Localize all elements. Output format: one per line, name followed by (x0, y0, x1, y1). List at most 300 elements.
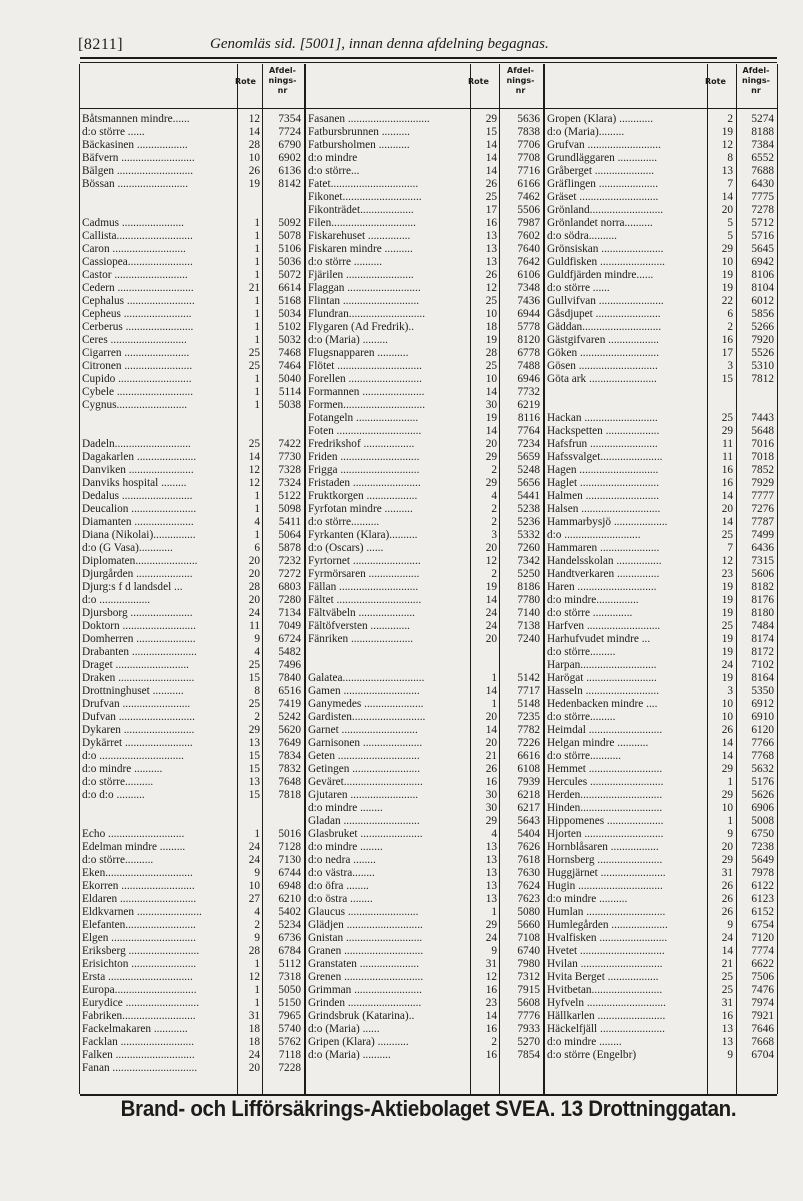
entry-name: Flötet .............................. (308, 360, 422, 372)
entry-name: Danviks hospital ......... (82, 477, 187, 489)
entry-rote: 9 (254, 633, 260, 645)
entry-name: Gullvifvan ....................... (547, 295, 664, 307)
entry-name: Hafssvalget...................... (547, 451, 663, 463)
directory-entry (545, 750, 777, 763)
directory-entry (80, 360, 304, 373)
directory-entry (306, 204, 543, 217)
entry-name: Huggjärnet ....................... (547, 867, 666, 879)
entry-name: Göken ............................ (547, 347, 660, 359)
entry-name: d:o större.......... (82, 776, 154, 788)
entry-rote: 13 (485, 243, 497, 255)
entry-name: Facklan .......................... (82, 1036, 195, 1048)
entry-name: Flugsnapparen ........... (308, 347, 409, 359)
directory-entry (306, 620, 543, 633)
entry-afdelning: 5762 (278, 1036, 301, 1048)
entry-afdelning: 7626 (517, 841, 540, 853)
entry-name: Getingen ........................ (308, 763, 421, 775)
entry-afdelning: 6152 (751, 906, 774, 918)
entry-afdelning: 7818 (278, 789, 301, 801)
entry-rote: 25 (721, 412, 733, 424)
entry-rote: 14 (485, 1010, 497, 1022)
entry-rote: 20 (485, 711, 497, 723)
entry-afdelning: 7929 (751, 477, 774, 489)
entry-rote: 13 (721, 1023, 733, 1035)
entry-rote: 19 (721, 633, 733, 645)
directory-entry (80, 685, 304, 698)
entry-afdelning: 7706 (517, 139, 540, 151)
entry-afdelning: 6136 (278, 165, 301, 177)
entry-afdelning: 7649 (278, 737, 301, 749)
entry-rote: 16 (485, 776, 497, 788)
entry-afdelning: 8116 (517, 412, 540, 424)
directory-entry (545, 854, 777, 867)
entry-rote: 10 (248, 880, 260, 892)
entry-name: Fältet .............................. (308, 594, 422, 606)
directory-entry (80, 633, 304, 646)
entry-afdelning: 6912 (751, 698, 774, 710)
directory-entry (306, 555, 543, 568)
entry-afdelning: 5411 (278, 516, 301, 528)
entry-afdelning: 7102 (751, 659, 774, 671)
entry-rote: 25 (485, 360, 497, 372)
directory-entry (545, 789, 777, 802)
directory-entry (545, 815, 777, 828)
entry-afdelning: 6906 (751, 802, 774, 814)
entry-rote: 25 (248, 659, 260, 671)
directory-entry (306, 568, 543, 581)
entry-afdelning: 5038 (278, 399, 301, 411)
entry-name: Hugin .............................. (547, 880, 663, 892)
entry-name: Dedalus ......................... (82, 490, 193, 502)
entry-rote: 19 (485, 412, 497, 424)
entry-afdelning: 8180 (751, 607, 774, 619)
entry-rote: 14 (248, 451, 260, 463)
entry-afdelning: 7240 (517, 633, 540, 645)
entry-rote: 13 (485, 256, 497, 268)
entry-rote: 15 (248, 750, 260, 762)
entry-rote: 25 (485, 191, 497, 203)
directory-entry (80, 555, 304, 568)
entry-name: Citronen ........................ (82, 360, 193, 372)
entry-name: Fatbursbrunnen .......... (308, 126, 410, 138)
entry-name: Fjärilen ........................ (308, 269, 414, 281)
entry-rote: 1 (254, 334, 260, 346)
entry-rote: 10 (485, 373, 497, 385)
directory-entry (80, 828, 304, 841)
directory-entry (80, 1062, 304, 1075)
entry-afdelning: 6704 (751, 1049, 774, 1061)
directory-entry (545, 373, 777, 386)
entry-afdelning: 5270 (517, 1036, 540, 1048)
entry-afdelning: 7118 (278, 1049, 301, 1061)
entry-rote: 23 (721, 568, 733, 580)
entry-rote: 12 (485, 971, 497, 983)
directory-entry (306, 464, 543, 477)
entry-name: d:o (Oscars) ...... (308, 542, 384, 554)
directory-entry (545, 724, 777, 737)
entry-afdelning: 7484 (751, 620, 774, 632)
entry-rote: 13 (721, 165, 733, 177)
entry-afdelning: 7840 (278, 672, 301, 684)
entry-rote: 1 (254, 984, 260, 996)
entry-afdelning: 6790 (278, 139, 301, 151)
entry-afdelning: 6012 (751, 295, 774, 307)
entry-afdelning: 6430 (751, 178, 774, 190)
entry-rote: 25 (721, 971, 733, 983)
entry-afdelning: 6744 (278, 867, 301, 879)
entry-name: Dykaren ......................... (82, 724, 195, 736)
header-rule-thin (80, 62, 777, 63)
directory-entry (306, 854, 543, 867)
directory-entry (80, 958, 304, 971)
directory-entry (306, 893, 543, 906)
entry-afdelning: 7717 (517, 685, 540, 697)
entry-name: Fikonet............................ (308, 191, 422, 203)
entry-rote: 25 (721, 620, 733, 632)
directory-entry (545, 490, 777, 503)
entry-rote: 4 (254, 906, 260, 918)
entry-rote: 31 (721, 867, 733, 879)
entry-rote: 18 (248, 1036, 260, 1048)
entry-name: Harhufvudet mindre ... (547, 633, 651, 645)
directory-entry (306, 945, 543, 958)
directory-entry (545, 529, 777, 542)
entry-afdelning: 6218 (517, 789, 540, 801)
entry-afdelning: 5234 (278, 919, 301, 931)
entry-name: d:o mindre ........ (308, 841, 383, 853)
rote-header: Rote (235, 77, 256, 86)
entry-rote: 23 (485, 997, 497, 1009)
entry-afdelning: 8106 (751, 269, 774, 281)
entry-afdelning: 7235 (517, 711, 540, 723)
directory-entry (306, 373, 543, 386)
directory-entry (306, 737, 543, 750)
entry-rote: 24 (248, 1049, 260, 1061)
directory-entry (80, 841, 304, 854)
street-column-2 (306, 64, 543, 1094)
directory-entry (306, 503, 543, 516)
entry-rote: 14 (485, 685, 497, 697)
entry-afdelning: 5080 (517, 906, 540, 918)
directory-entry (306, 997, 543, 1010)
entry-afdelning: 7965 (278, 1010, 301, 1022)
directory-entry (545, 256, 777, 269)
entry-afdelning: 7974 (751, 997, 774, 1009)
directory-entry (80, 321, 304, 334)
directory-entry (545, 243, 777, 256)
entry-afdelning: 7939 (517, 776, 540, 788)
entry-afdelning: 7780 (517, 594, 540, 606)
entry-name: Ganymedes ..................... (308, 698, 424, 710)
entry-rote: 1 (254, 399, 260, 411)
entry-rote: 20 (721, 204, 733, 216)
entry-rote: 2 (491, 503, 497, 515)
entry-rote: 1 (254, 529, 260, 541)
entry-rote: 29 (485, 451, 497, 463)
entry-name: Erisichton ....................... (82, 958, 197, 970)
entry-name: Hackspetten ................... (547, 425, 660, 437)
entry-afdelning: 7328 (278, 464, 301, 476)
entry-rote: 1 (254, 321, 260, 333)
entry-rote: 15 (248, 789, 260, 801)
entry-afdelning: 5620 (278, 724, 301, 736)
entry-rote: 1 (254, 373, 260, 385)
entry-name: Formen............................. (308, 399, 426, 411)
street-column-3 (545, 64, 777, 1094)
entry-afdelning: 5506 (517, 204, 540, 216)
entry-name: Fotangeln ...................... (308, 412, 419, 424)
entry-rote: 1 (491, 672, 497, 684)
entry-name: Cassiopea....................... (82, 256, 193, 268)
entry-name: Grundläggaren .............. (547, 152, 658, 164)
entry-name: Gäddan............................ (547, 321, 662, 333)
entry-afdelning: 7730 (278, 451, 301, 463)
entry-name: Danviken ....................... (82, 464, 194, 476)
directory-entry (545, 412, 777, 425)
entry-name: Callista........................... (82, 230, 193, 242)
entry-name: d:o större ...... (547, 282, 610, 294)
directory-entry (306, 880, 543, 893)
entry-name: Gästgifvaren .................. (547, 334, 660, 346)
entry-name: Castor .......................... (82, 269, 188, 281)
entry-name: Diplomaten...................... (82, 555, 198, 567)
entry-afdelning: 7668 (751, 1036, 774, 1048)
entry-rote: 3 (491, 529, 497, 541)
entry-afdelning: 7348 (517, 282, 540, 294)
entry-rote: 9 (727, 919, 733, 931)
entry-name: Eken............................... (82, 867, 193, 879)
entry-name: Granen ............................ (308, 945, 424, 957)
entry-rote: 20 (248, 568, 260, 580)
entry-name: Guldfisken ....................... (547, 256, 665, 268)
entry-afdelning: 7468 (278, 347, 301, 359)
entry-afdelning: 5248 (517, 464, 540, 476)
entry-afdelning: 7324 (278, 477, 301, 489)
entry-rote: 19 (248, 178, 260, 190)
entry-afdelning: 7499 (751, 529, 774, 541)
entry-list (306, 109, 543, 1062)
entry-afdelning: 6736 (278, 932, 301, 944)
entry-rote: 19 (721, 581, 733, 593)
entry-afdelning: 7642 (517, 256, 540, 268)
entry-afdelning: 5716 (751, 230, 774, 242)
entry-name: Cepheus ........................ (82, 308, 192, 320)
directory-entry (545, 1010, 777, 1023)
directory-entry (545, 425, 777, 438)
entry-name: Hippomenes .................... (547, 815, 664, 827)
entry-rote: 16 (485, 1049, 497, 1061)
entry-afdelning: 7384 (751, 139, 774, 151)
entry-rote: 9 (727, 1049, 733, 1061)
entry-rote: 19 (485, 581, 497, 593)
entry-afdelning: 7787 (751, 516, 774, 528)
entry-afdelning: 5274 (751, 113, 774, 125)
entry-name: Galatea............................. (308, 672, 425, 684)
entry-rote: 1 (254, 217, 260, 229)
entry-rote: 20 (485, 438, 497, 450)
entry-afdelning: 5404 (517, 828, 540, 840)
entry-afdelning: 7422 (278, 438, 301, 450)
entry-rote: 12 (721, 555, 733, 567)
entry-name: Drabanten ....................... (82, 646, 197, 658)
entry-afdelning: 5050 (278, 984, 301, 996)
entry-rote: 14 (485, 386, 497, 398)
entry-afdelning: 5148 (517, 698, 540, 710)
entry-rote: 10 (721, 256, 733, 268)
directory-entry (80, 711, 304, 724)
entry-name: Gösen ............................ (547, 360, 658, 372)
entry-rote: 25 (248, 438, 260, 450)
entry-afdelning: 7640 (517, 243, 540, 255)
entry-name: Ersta .............................. (82, 971, 193, 983)
entry-rote: 26 (248, 165, 260, 177)
directory-entry (306, 581, 543, 594)
entry-name: Handelsskolan ................ (547, 555, 662, 567)
entry-name: Doktorn .......................... (82, 620, 196, 632)
entry-afdelning: 6516 (278, 685, 301, 697)
entry-name: Fyrkanten (Klara).......... (308, 529, 418, 541)
entry-afdelning: 7140 (517, 607, 540, 619)
directory-entry (80, 763, 304, 776)
entry-rote: 14 (721, 490, 733, 502)
directory-entry (80, 165, 304, 178)
section-gap (306, 646, 543, 672)
entry-name: Hinden............................. (547, 802, 663, 814)
entry-rote: 26 (485, 763, 497, 775)
entry-afdelning: 7782 (517, 724, 540, 736)
entry-afdelning: 5778 (517, 321, 540, 333)
entry-rote: 13 (485, 893, 497, 905)
directory-entry (80, 503, 304, 516)
entry-name: Fackelmakaren ............ (82, 1023, 188, 1035)
entry-name: Grönlandet norra.......... (547, 217, 653, 229)
entry-rote: 13 (721, 1036, 733, 1048)
entry-name: Hammarbysjö ................... (547, 516, 668, 528)
entry-name: Bäfvern .......................... (82, 152, 195, 164)
entry-afdelning: 5092 (278, 217, 301, 229)
directory-entry (306, 867, 543, 880)
entry-afdelning: 7260 (517, 542, 540, 554)
entry-rote: 2 (727, 321, 733, 333)
entry-rote: 24 (248, 607, 260, 619)
entry-name: Grenen ............................ (308, 971, 424, 983)
entry-afdelning: 7419 (278, 698, 301, 710)
entry-name: Hammaren ..................... (547, 542, 660, 554)
entry-afdelning: 6944 (517, 308, 540, 320)
directory-entry (545, 347, 777, 360)
entry-rote: 30 (485, 789, 497, 801)
entry-rote: 1 (727, 815, 733, 827)
entry-rote: 1 (254, 490, 260, 502)
entry-rote: 16 (721, 334, 733, 346)
directory-entry (306, 594, 543, 607)
entry-rote: 29 (248, 724, 260, 736)
directory-entry (80, 438, 304, 451)
directory-entry (80, 997, 304, 1010)
entry-rote: 24 (721, 932, 733, 944)
entry-name: d:o ........................... (547, 529, 641, 541)
entry-afdelning: 6120 (751, 724, 774, 736)
entry-rote: 1 (254, 386, 260, 398)
directory-entry (306, 165, 543, 178)
entry-rote: 1 (254, 256, 260, 268)
entry-name: Göta ark ........................ (547, 373, 657, 385)
entry-rote: 10 (721, 802, 733, 814)
entry-name: d:o mindre............... (547, 594, 639, 606)
directory-entry (545, 308, 777, 321)
entry-afdelning: 7234 (517, 438, 540, 450)
entry-afdelning: 6436 (751, 542, 774, 554)
entry-name: Hällkarlen ........................ (547, 1010, 666, 1022)
entry-rote: 28 (248, 581, 260, 593)
entry-afdelning: 6910 (751, 711, 774, 723)
entry-rote: 12 (721, 139, 733, 151)
directory-entry (80, 646, 304, 659)
directory-entry (306, 529, 543, 542)
entry-afdelning: 5008 (751, 815, 774, 827)
entry-name: d:o större .......... (308, 256, 383, 268)
directory-entry (80, 698, 304, 711)
entry-name: Djursborg ...................... (82, 607, 193, 619)
directory-entry (545, 165, 777, 178)
entry-afdelning: 7854 (517, 1049, 540, 1061)
entry-name: Cadmus ...................... (82, 217, 184, 229)
entry-rote: 11 (722, 451, 733, 463)
directory-entry (545, 178, 777, 191)
entry-rote: 29 (485, 919, 497, 931)
entry-name: Draget .......................... (82, 659, 189, 671)
street-column-1 (80, 64, 304, 1094)
entry-afdelning: 6614 (278, 282, 301, 294)
entry-name: Dufvan ........................... (82, 711, 195, 723)
entry-afdelning: 8188 (751, 126, 774, 138)
directory-entry (80, 984, 304, 997)
entry-rote: 8 (727, 152, 733, 164)
page-number: [8211] (78, 36, 124, 53)
directory-entry (545, 581, 777, 594)
entry-rote: 29 (485, 477, 497, 489)
entry-afdelning: 7623 (517, 893, 540, 905)
entry-name: Fanan .............................. (82, 1062, 198, 1074)
entry-rote: 15 (721, 373, 733, 385)
directory-entry (306, 685, 543, 698)
entry-name: Hafsfrun ........................ (547, 438, 658, 450)
entry-name: Drufvan ........................ (82, 698, 191, 710)
directory-entry (306, 113, 543, 126)
entry-afdelning: 6217 (517, 802, 540, 814)
entry-afdelning: 7443 (751, 412, 774, 424)
entry-rote: 1 (727, 776, 733, 788)
entry-afdelning: 7476 (751, 984, 774, 996)
entry-rote: 19 (721, 607, 733, 619)
entry-afdelning: 5712 (751, 217, 774, 229)
directory-entry (80, 139, 304, 152)
directory-entry (80, 217, 304, 230)
directory-entry (545, 555, 777, 568)
entry-rote: 11 (249, 620, 260, 632)
entry-afdelning: 5236 (517, 516, 540, 528)
directory-entry (545, 230, 777, 243)
entry-name: Haren ............................ (547, 581, 657, 593)
entry-afdelning: 6108 (517, 763, 540, 775)
entry-rote: 14 (721, 737, 733, 749)
directory-entry (306, 399, 543, 412)
directory-entry (80, 854, 304, 867)
entry-name: Fyrtornet ........................ (308, 555, 421, 567)
directory-entry (80, 386, 304, 399)
directory-entry (80, 672, 304, 685)
entry-name: Fristaden ........................ (308, 477, 421, 489)
